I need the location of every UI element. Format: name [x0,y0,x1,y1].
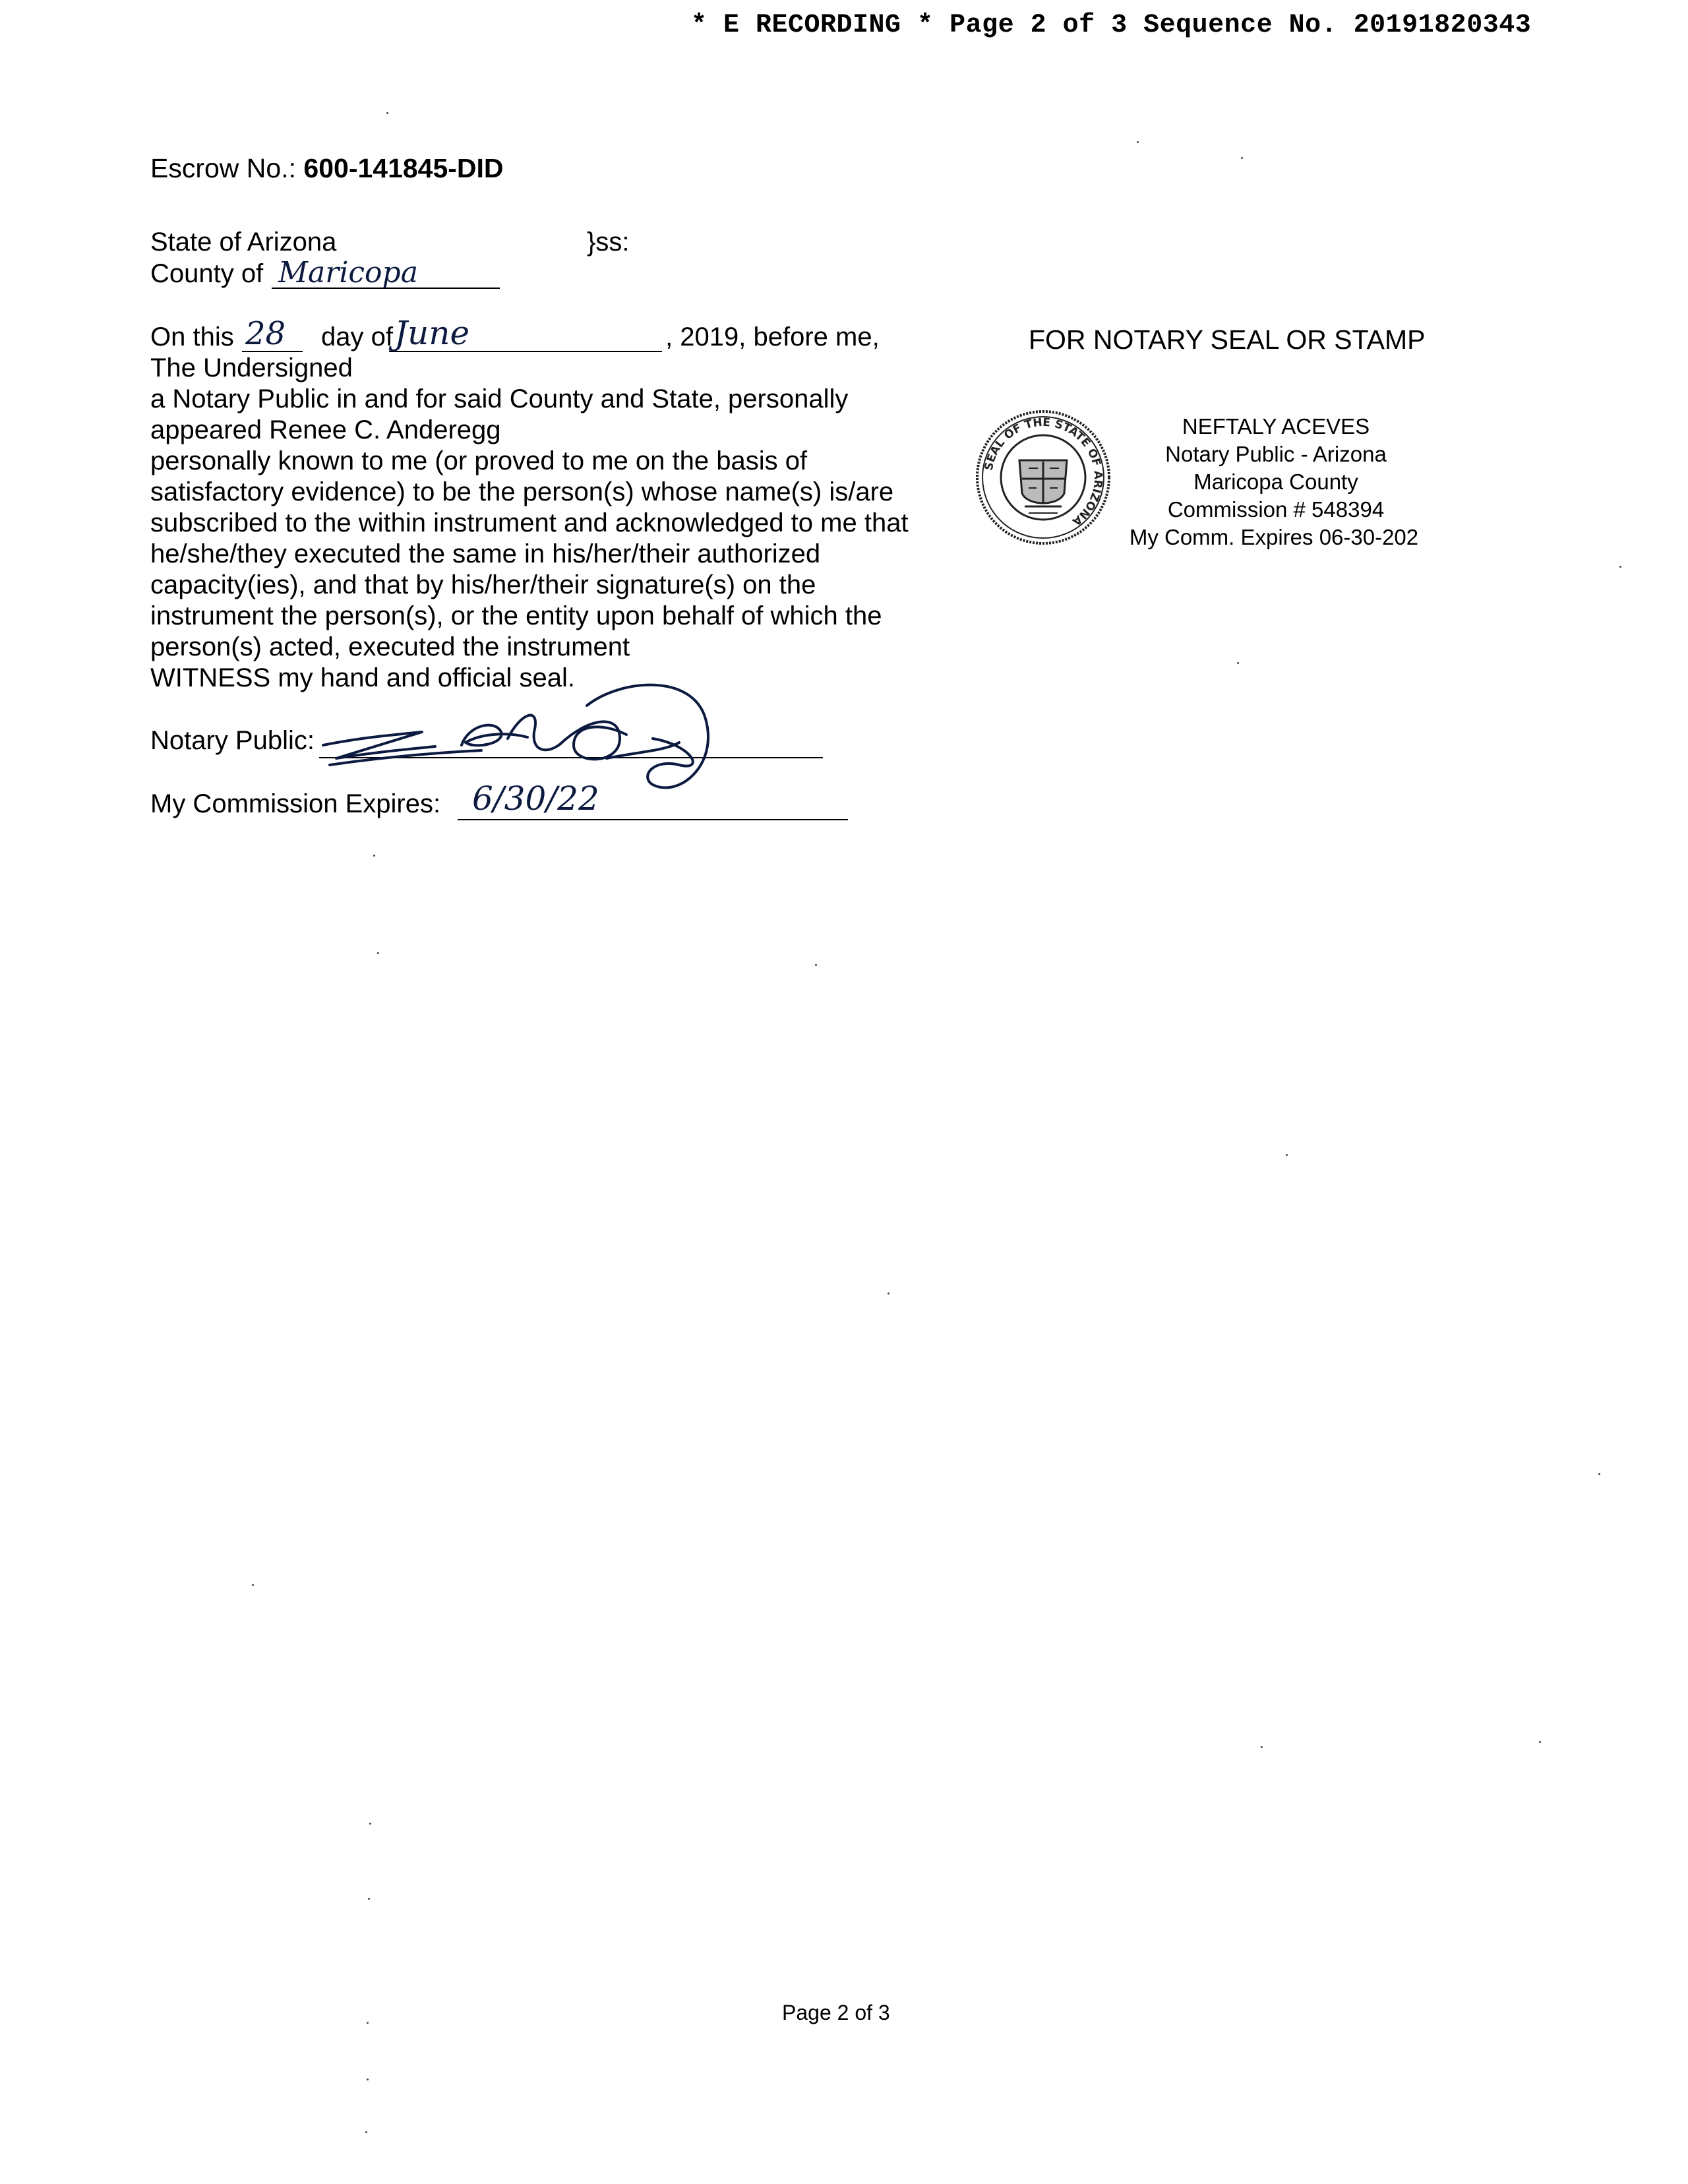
recording-header: * E RECORDING * Page 2 of 3 Sequence No. 20191820343 [691,11,1532,40]
on-this-text: On this [150,322,234,351]
ack-line-6: satisfactory evidence) to be the person(s) whose name(s) is/are [150,477,894,506]
stamp-name: NEFTALY ACEVES [1182,414,1370,439]
scan-speck [1261,1746,1263,1748]
commission-expires-handwritten: 6/30/22 [472,779,599,818]
scan-speck [368,1898,370,1900]
commission-expires-label: My Commission Expires: [150,789,441,818]
page-footer: Page 2 of 3 [782,2001,890,2024]
notary-public-label: Notary Public: [150,726,315,755]
scan-speck [373,855,375,857]
scan-speck [1619,566,1621,568]
escrow-number: 600-141845-DID [303,153,504,183]
scan-speck [1241,157,1243,159]
county-handwritten: Maricopa [278,256,418,289]
scan-speck [377,952,379,954]
ss-label: }ss: [587,228,630,257]
scan-speck [815,964,817,966]
ack-line-11: person(s) acted, executed the instrument [150,632,630,661]
state-seal-icon [973,408,1113,547]
seal-ring-text: SEAL OF THE STATE OF ARIZONA [982,415,1105,528]
acknowledgment-paragraph [150,322,909,694]
ack-line-2: The Undersigned [150,353,353,382]
escrow-label: Escrow No.: [150,153,296,183]
stamp-commission: Commission # 548394 [1167,497,1385,522]
ack-line-12: WITNESS my hand and official seal. [150,663,575,692]
scan-speck [369,1823,371,1825]
ack-line-5: personally known to me (or proved to me on the basis of [150,446,808,475]
year-text: , 2019, before me, [665,322,880,351]
state-label: State of Arizona [150,228,337,257]
scan-speck [365,2131,367,2133]
scan-speck [1598,1473,1600,1475]
escrow-line [150,153,504,184]
month-handwritten: June [394,314,470,352]
scan-speck [1539,1741,1541,1743]
ack-line-4: appeared Renee C. Anderegg [150,415,501,444]
ack-line-9: capacity(ies), and that by his/her/their signature(s) on the [150,570,816,599]
stamp-expires: My Comm. Expires 06-30-202 [1129,525,1419,549]
scan-speck [1237,662,1239,664]
scan-speck [386,112,388,114]
scan-speck [1286,1154,1288,1156]
stamp-county: Maricopa County [1193,470,1358,494]
ack-line-8: he/she/they executed the same in his/her/their authorized [150,539,821,568]
scan-speck [252,1584,254,1586]
seal-area-label: FOR NOTARY SEAL OR STAMP [1029,324,1426,355]
ack-line-3: a Notary Public in and for said County and State, personally [150,384,849,413]
scan-speck [367,2022,369,2024]
scan-speck [1137,141,1139,143]
ack-line-10: instrument the person(s), or the entity upon behalf of which the [150,601,882,630]
stamp-title: Notary Public - Arizona [1165,442,1387,466]
day-of-text: day of [320,322,393,351]
scan-speck [367,2078,369,2080]
ack-line-7: subscribed to the within instrument and acknowledged to me that [150,508,909,537]
county-label: County of [150,259,264,288]
scan-speck [888,1292,889,1294]
day-handwritten: 28 [245,315,286,352]
